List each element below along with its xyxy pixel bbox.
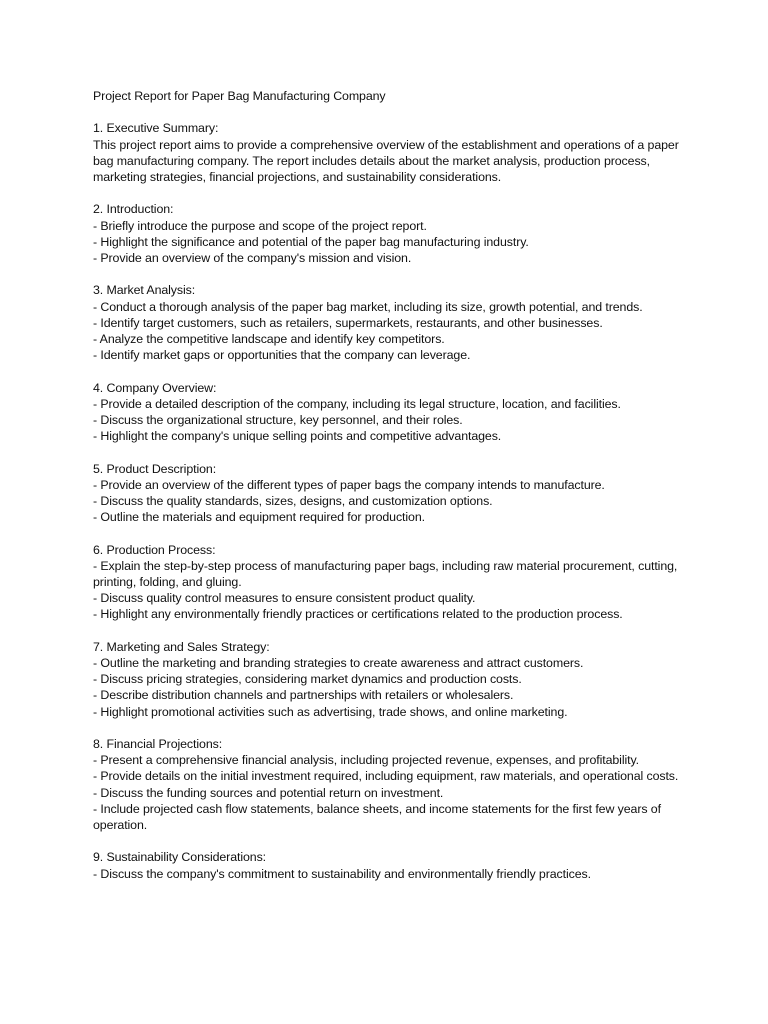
section-heading: 2. Introduction:: [93, 202, 174, 217]
bullet-item: - Outline the marketing and branding strategies to create awareness and attract customers.: [93, 656, 584, 670]
bullet-item: - Discuss quality control measures to ensure consistent product quality.: [93, 591, 476, 606]
bullet-item: - Highlight any environmentally friendly practices or certifications related to the production process.: [93, 607, 623, 622]
bullet-item: - Discuss the organizational structure, key personnel, and their roles.: [93, 413, 463, 427]
bullet-list: [93, 655, 693, 720]
bullet-item: - Provide an overview of the different types of paper bags the company intends to manufacture.: [93, 477, 605, 492]
bullet-item: - Present a comprehensive financial analysis, including projected revenue, expenses, and profitability.: [93, 753, 639, 768]
bullet-item: - Discuss the company's commitment to sustainability and environmentally friendly practices.: [93, 866, 591, 881]
bullet-item: - Highlight the company's unique selling points and competitive advantages.: [93, 429, 502, 444]
section-heading: 1. Executive Summary:: [93, 121, 219, 136]
bullet-item: - Include projected cash flow statements, balance sheets, and income statements for the first few years of operation.: [93, 801, 661, 833]
bullet-list: [93, 396, 693, 445]
bullet-list: [93, 752, 693, 833]
section-production-process: [93, 542, 693, 623]
bullet-list: [93, 299, 693, 364]
bullet-item: - Discuss the funding sources and potential return on investment.: [93, 785, 444, 800]
bullet-item: - Explain the step-by-step process of manufacturing paper bags, including raw material procurement, cutting, printing, folding, and gluing.: [93, 558, 678, 589]
bullet-item: - Briefly introduce the purpose and scope of the project report.: [93, 218, 427, 233]
bullet-list: [93, 866, 693, 882]
bullet-item: - Describe distribution channels and partnerships with retailers or wholesalers.: [93, 688, 514, 703]
bullet-item: - Outline the materials and equipment required for production.: [93, 510, 425, 525]
bullet-item: - Discuss the quality standards, sizes, designs, and customization options.: [93, 494, 493, 508]
section-heading: 5. Product Description:: [93, 461, 217, 476]
document-title: Project Report for Paper Bag Manufacturing Company: [93, 89, 386, 103]
section-sustainability-considerations: [93, 849, 693, 881]
bullet-item: - Highlight the significance and potential of the paper bag manufacturing industry.: [93, 234, 529, 249]
section-heading: 8. Financial Projections:: [93, 737, 223, 751]
bullet-item: - Provide a detailed description of the company, including its legal structure, location, and facilities.: [93, 396, 621, 411]
document-body: [93, 88, 693, 882]
bullet-list: [93, 477, 693, 526]
bullet-item: - Provide an overview of the company's mission and vision.: [93, 251, 412, 265]
bullet-item: - Identify market gaps or opportunities that the company can leverage.: [93, 348, 471, 363]
section-company-overview: [93, 380, 693, 445]
bullet-item: - Highlight promotional activities such as advertising, trade shows, and online marketing.: [93, 704, 568, 719]
section-marketing-sales-strategy: [93, 639, 693, 720]
section-paragraph: This project report aims to provide a comprehensive overview of the establishment and operations of a paper bag manufacturing company. The report includes details about the market analysis, production process, marketing strategies, financial projections, and sustainability considerations.: [93, 137, 679, 184]
section-heading: 3. Market Analysis:: [93, 283, 196, 298]
section-heading: 4. Company Overview:: [93, 380, 217, 395]
section-introduction: [93, 201, 693, 266]
section-heading: 9. Sustainability Considerations:: [93, 850, 267, 865]
section-financial-projections: [93, 736, 693, 833]
bullet-item: - Provide details on the initial investment required, including equipment, raw materials, and operational costs.: [93, 769, 679, 784]
bullet-item: - Identify target customers, such as retailers, supermarkets, restaurants, and other businesses.: [93, 315, 603, 330]
section-executive-summary: [93, 120, 693, 185]
bullet-list: [93, 558, 693, 623]
section-product-description: [93, 461, 693, 526]
section-market-analysis: [93, 282, 693, 363]
bullet-item: - Analyze the competitive landscape and identify key competitors.: [93, 332, 445, 346]
section-heading: 7. Marketing and Sales Strategy:: [93, 639, 270, 654]
bullet-list: [93, 218, 693, 267]
section-heading: 6. Production Process:: [93, 542, 216, 557]
bullet-item: - Discuss pricing strategies, considering market dynamics and production costs.: [93, 672, 522, 687]
bullet-item: - Conduct a thorough analysis of the paper bag market, including its size, growth potential, and trends.: [93, 299, 643, 314]
